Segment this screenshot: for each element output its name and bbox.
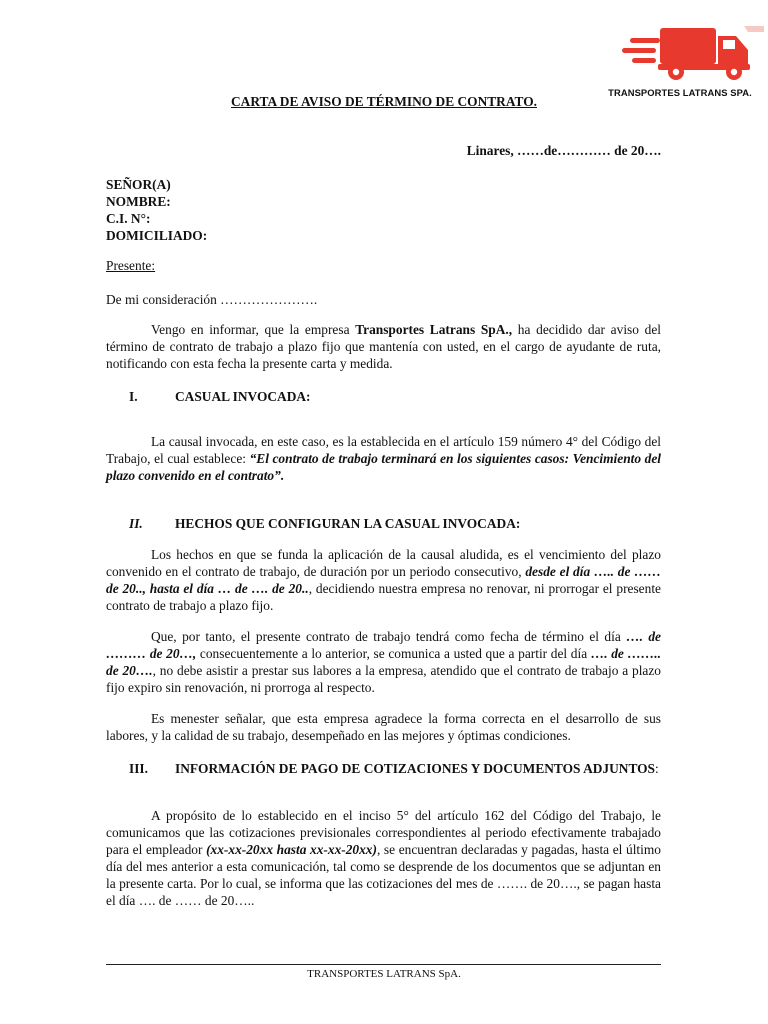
section-3-title — [175, 760, 661, 777]
delivery-truck-icon — [618, 22, 764, 86]
recipient-salutation: SEÑOR(A) — [106, 177, 171, 192]
section-1-quote: “El contrato de trabajo terminará en los siguientes casos: Vencimiento del plazo convenido en el contrato”. — [106, 451, 661, 483]
section-2-title: HECHOS QUE CONFIGURAN LA CASUAL INVOCADA: — [175, 516, 521, 531]
recipient-block — [106, 176, 207, 244]
section-2-p2-text-a: Que, por tanto, el presente contrato de trabajo tendrá como fecha de término el día — [151, 629, 627, 644]
recipient-id-label: C.I. N°: — [106, 211, 151, 226]
section-1-text: La causal invocada, en este caso, es la establecida en el artículo 159 número 4° del Código del Trabajo, el cual establece: — [106, 434, 661, 466]
section-2-number: II. — [129, 516, 143, 531]
letter-title: CARTA DE AVISO DE TÉRMINO DE CONTRATO. — [231, 94, 537, 109]
section-2-p2-text-b: consecuentemente a lo anterior, se comunica a usted que a partir del día — [196, 646, 591, 661]
section-2-p1-text-b: , decidiendo nuestra empresa no renovar, ni prorrogar el presente contrato de trabajo a plazo fijo. — [106, 581, 661, 613]
recipient-name-label: NOMBRE: — [106, 194, 171, 209]
section-3-period: (xx-xx-20xx hasta xx-xx-20xx) — [206, 842, 377, 857]
footer-company: TRANSPORTES LATRANS SpA. — [307, 968, 461, 980]
section-2-paragraph-2 — [106, 628, 661, 696]
section-1-number: I. — [129, 389, 138, 404]
intro-paragraph — [106, 321, 661, 372]
section-2-paragraph-1 — [106, 546, 661, 614]
logo-company-name: TRANSPORTES LATRANS SPA. — [608, 87, 752, 98]
section-3-number: III. — [129, 761, 148, 776]
section-2-p1-text-a: Los hechos en que se funda la aplicación de la causal aludida, es el vencimiento del plazo convenido en el contrato de trabajo, de duración por un periodo consecutivo, — [106, 547, 661, 579]
presente-label: Presente: — [106, 258, 156, 273]
section-2-p2-text-c: , no debe asistir a prestar sus labores a la empresa, atendido que el contrato de trabajo a plazo fijo expiro sin renovación, ni prorroga al respecto. — [106, 663, 661, 695]
section-3-text-b: , se encuentran declaradas y pagadas, hasta el último día del mes anterior a esta comunicación, tal como se desprende de los documentos que se adjuntan en la presente carta. Por lo cual, se informa que las cotizaciones del mes de ……. de 20…., se pagan hasta el día …. de …… de 20….. — [106, 842, 661, 908]
intro-text-a: Vengo en informar, que la empresa — [151, 322, 356, 337]
section-2-p1-dates: desde el día ….. de …… de 20.., hasta el día … de …. de 20.. — [106, 564, 661, 596]
section-2-p2-start-date: …. de …….. de 20…. — [106, 646, 661, 678]
section-2-paragraph-3: Es menester señalar, que esta empresa agradece la forma correcta en el desarrollo de sus labores, y la calidad de su trabajo, desempeñado en las mejores y óptimas condiciones. — [106, 711, 661, 743]
section-3-text-a: A propósito de lo establecido en el inciso 5° del artículo 162 del Código del Trabajo, le comunicamos que las cotizaciones previsionales correspondientes al periodo efectivamente trabajado para el empleador — [106, 808, 661, 857]
consideration-line: De mi consideración …………………. — [106, 292, 318, 307]
place-date: Linares, ……de………… de 20…. — [466, 143, 661, 158]
intro-company: Transportes Latrans SpA., — [355, 322, 513, 337]
section-3-title-colon: : — [655, 761, 659, 776]
section-3-paragraph — [106, 807, 661, 909]
intro-text-b: ha decidido dar aviso del término de contrato de trabajo a plazo fijo que mantenía con usted, en el cargo de ayudante de ruta, notificando con esta fecha la presente carta y medida. — [106, 322, 661, 371]
section-2-p2-end-date: …. de ……… de 20…, — [106, 629, 662, 661]
footer-divider — [106, 964, 661, 965]
company-logo — [596, 22, 764, 100]
section-1-title: CASUAL INVOCADA: — [175, 389, 311, 404]
section-3-title-text: INFORMACIÓN DE PAGO DE COTIZACIONES Y DOCUMENTOS ADJUNTOS — [175, 761, 656, 776]
section-1-paragraph — [106, 433, 661, 484]
recipient-address-label: DOMICILIADO: — [106, 228, 208, 243]
